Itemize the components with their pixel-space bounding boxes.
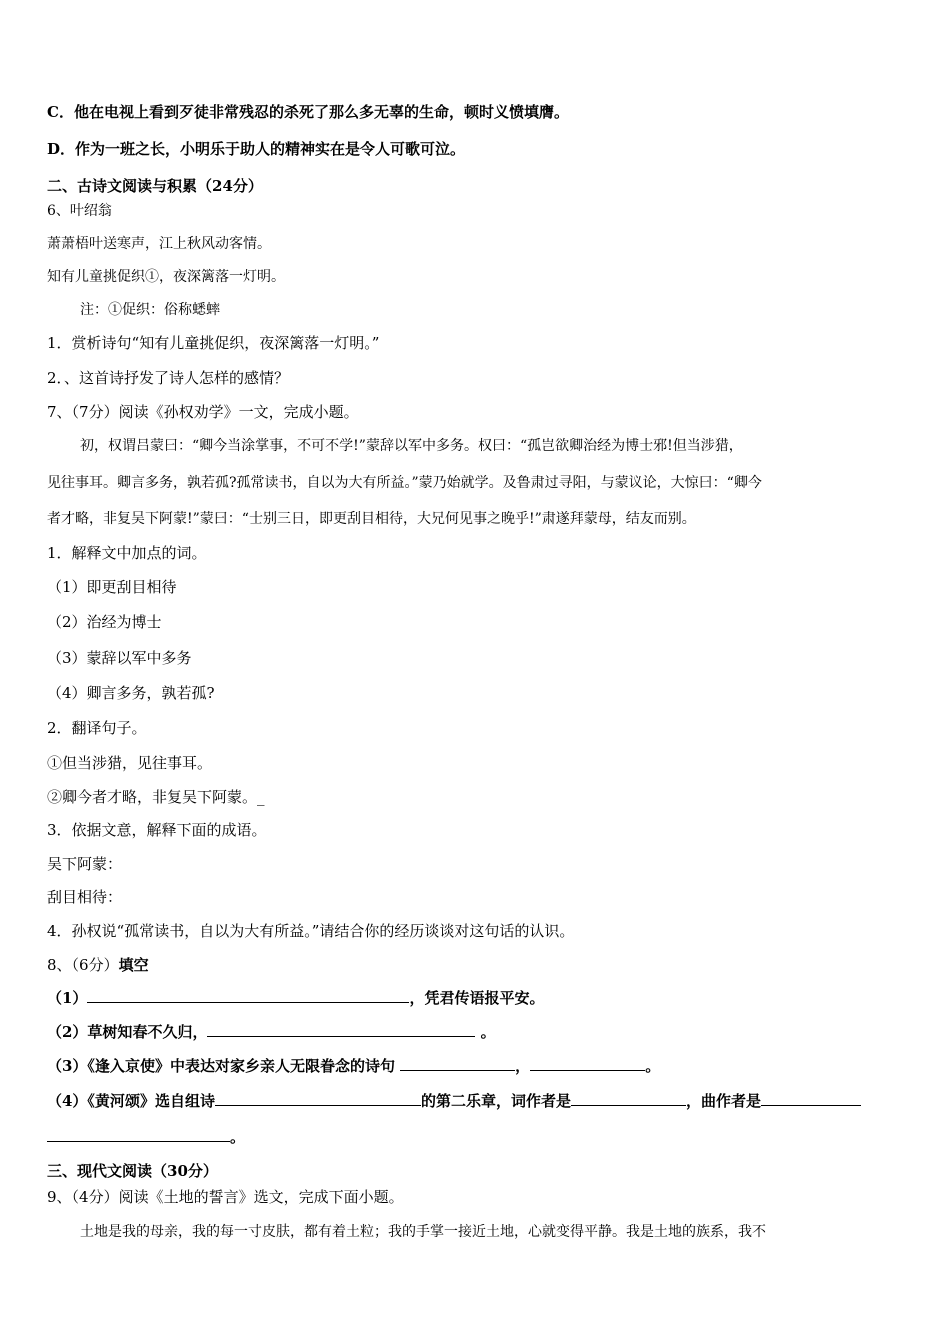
q7-intro: 7、（7分）阅读《孙权劝学》一文，完成小题。: [47, 403, 359, 421]
q8-item4-blank1[interactable]: [215, 1091, 421, 1106]
q8-item1-suffix: ，凭君传语报平安。: [409, 989, 545, 1007]
q8-item4-blank3-cont[interactable]: [47, 1127, 230, 1142]
q8-item3-blank2[interactable]: [530, 1056, 645, 1071]
q7-sub2-item: ①但当涉猎，见往事耳。: [47, 754, 213, 772]
section2-heading: 二、古诗文阅读与积累（24分）: [47, 177, 263, 195]
q7-sub3: 3．依据文意，解释下面的成语。: [47, 821, 267, 839]
q8-item2-suffix: 。: [475, 1023, 496, 1041]
section3-heading: 三、现代文阅读（30分）: [47, 1162, 218, 1180]
q6-title: 6、叶绍翁: [47, 203, 112, 219]
q8-item2-blank[interactable]: [207, 1022, 475, 1037]
q6-sub2: 2．、这首诗抒发了诗人怎样的感情？: [47, 369, 290, 387]
q8-item4-blank3[interactable]: [761, 1091, 861, 1106]
q8-item3-mid: ，: [515, 1057, 531, 1075]
q9-passage-line1: 土地是我的母亲，我的每一寸皮肤，都有着土粒；我的手掌一接近土地，心就变得平静。我是土地的族系，我不: [80, 1224, 766, 1240]
q7-sub1-item: （4）卿言多务，孰若孤?: [47, 684, 215, 702]
q8-item3-prefix: （3）《逢入京使》中表达对家乡亲人无限眷念的诗句: [47, 1057, 401, 1075]
q6-poem-line2: 知有儿童挑促织①，夜深篱落一灯明。: [47, 269, 285, 285]
q5-option-c: C．他在电视上看到歹徒非常残忍的杀死了那么多无辜的生命，顿时义愤填膺。: [47, 103, 569, 121]
q6-poem-line1: 萧萧梧叶送寒声，江上秋风动客情。: [47, 236, 271, 252]
q6-note: 注：①促织：俗称蟋蟀: [80, 302, 220, 318]
q7-passage-line2: 见往事耳。卿言多务，孰若孤?孤常读书，自以为大有所益。”蒙乃始就学。及鲁肃过寻阳，与蒙议论，大惊曰：“卿今: [47, 475, 762, 491]
q7-sub1: 1．解释文中加点的词。: [47, 544, 207, 562]
q8-item1-prefix: （1）: [47, 989, 88, 1007]
q9-intro: 9、（4分）阅读《土地的誓言》选文，完成下面小题。: [47, 1188, 404, 1206]
q7-passage-line1: 初，权谓吕蒙曰：“卿今当涂掌事，不可不学!”蒙辞以军中多务。权曰：“孤岂欲卿治经为博士邪!但当涉猎，: [80, 438, 743, 454]
q8-item3-blank1[interactable]: [400, 1056, 515, 1071]
q7-sub3-item: 吴下阿蒙：: [47, 855, 123, 873]
q6-sub1: 1．赏析诗句“知有儿童挑促织，夜深篱落一灯明。”: [47, 334, 380, 352]
q7-passage-line3: 者才略，非复吴下阿蒙!”蒙曰：“士别三日，即更刮目相待，大兄何见事之晚乎!”肃遂拜蒙母，结友而别。: [47, 511, 696, 527]
q8-item4-mid1: 的第二乐章，词作者是: [420, 1092, 571, 1110]
q8-intro-bold: 填空: [118, 956, 149, 974]
q8-intro-prefix: 8、（6分）: [47, 956, 119, 974]
q8-item3-suffix: 。: [645, 1057, 661, 1075]
q7-sub2: 2．翻译句子。: [47, 719, 147, 737]
q7-sub1-item: （2）治经为博士: [47, 613, 162, 631]
q7-sub1-item: （3）蒙辞以军中多务: [47, 649, 192, 667]
q8-item4-prefix: （4）《黄河颂》选自组诗: [47, 1092, 215, 1110]
q5-option-d: D．作为一班之长，小明乐于助人的精神实在是令人可歌可泣。: [47, 140, 466, 158]
q8-item4-cont: [47, 1127, 245, 1147]
q7-sub1-item: （1）即更刮目相待: [47, 578, 177, 596]
q7-sub2-item: ②卿今者才略，非复吴下阿蒙。_: [47, 788, 265, 806]
q8-item3: [47, 1056, 660, 1076]
q8-item4-mid2: ，曲作者是: [685, 1092, 761, 1110]
q7-sub3-item: 刮目相待：: [47, 888, 123, 906]
q8-item1: [47, 988, 544, 1008]
q8-item2: [47, 1022, 496, 1042]
q8-item4: [47, 1091, 861, 1111]
q8-intro: [47, 955, 149, 975]
q8-item4-blank2[interactable]: [571, 1091, 686, 1106]
q7-sub4: 4．孙权说“孤常读书，自以为大有所益。”请结合你的经历谈谈对这句话的认识。: [47, 922, 575, 940]
q8-item2-prefix: （2）草树知春不久归，: [47, 1023, 208, 1041]
q8-item1-blank[interactable]: [87, 988, 409, 1003]
q8-item4-end: 。: [230, 1128, 246, 1146]
